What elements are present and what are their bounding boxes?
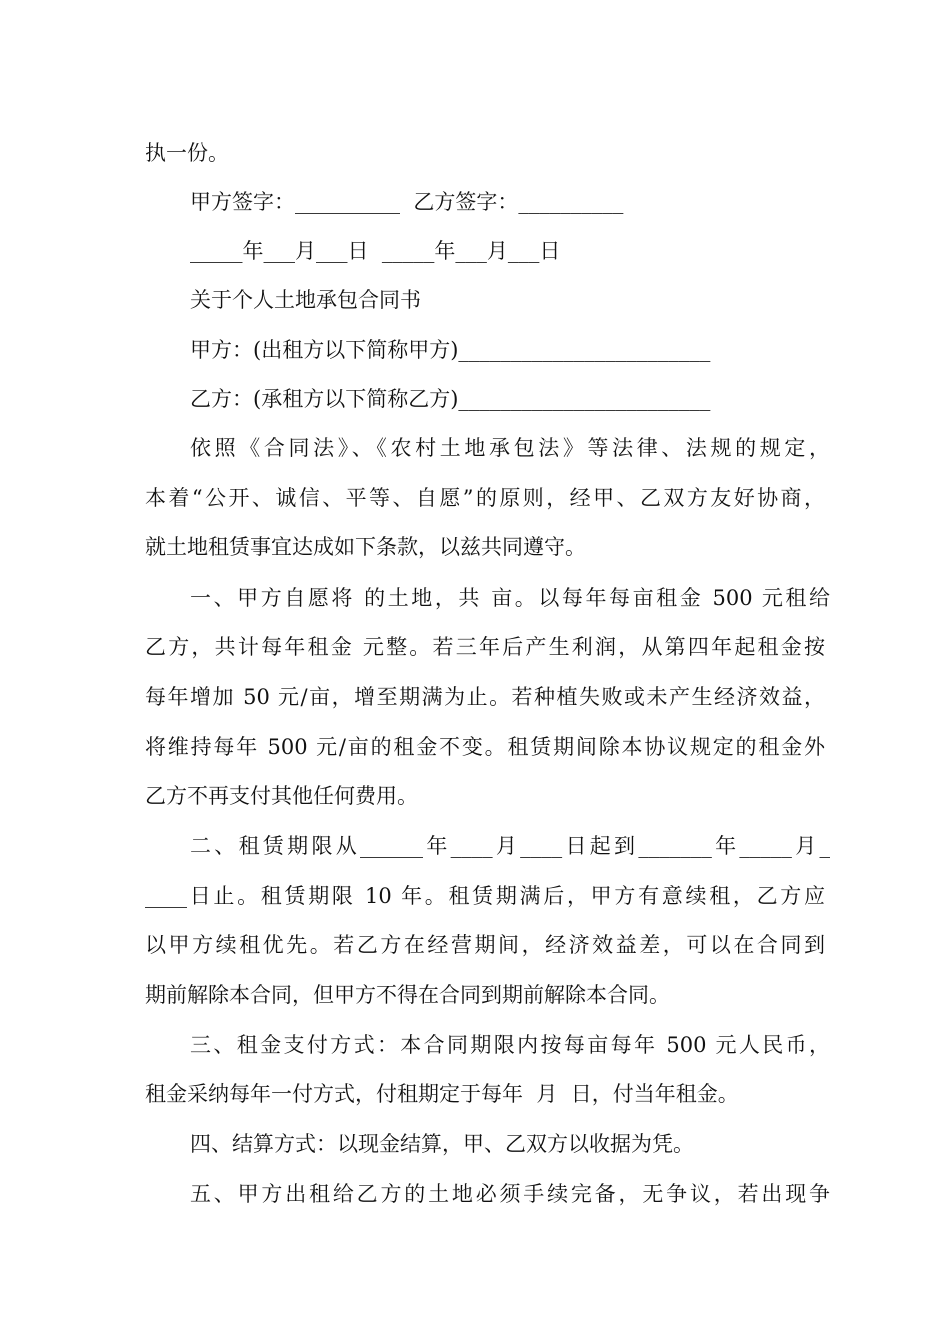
clause-1-line: 每年增加 50 元/亩，增至期满为止。若种植失败或未产生经济效益， (145, 685, 825, 709)
preamble-line: 依照《合同法》、《农村土地承包法》等法律、法规的规定， (190, 436, 830, 460)
clause-2-line: 二、租赁期限从______年____月____日起到_______年_____月_ (190, 834, 830, 858)
contract-title: 关于个人土地承包合同书 (190, 288, 421, 312)
clause-2-line: 期前解除本合同，但甲方不得在合同到期前解除本合同。 (145, 983, 670, 1007)
clause-1-line: 乙方不再支付其他任何费用。 (145, 784, 418, 808)
preamble-line: 就土地租赁事宜达成如下条款，以兹共同遵守。 (145, 535, 586, 559)
clause-1-line: 一、甲方自愿将 的土地，共 亩。以每年每亩租金 500 元租给 (190, 586, 830, 610)
clause-4-line: 四、结算方式：以现金结算，甲、乙双方以收据为凭。 (190, 1132, 694, 1156)
clause-1-line: 将维持每年 500 元/亩的租金不变。租赁期间除本协议规定的租金外 (145, 735, 825, 759)
date-line: _____年___月___日 _____年___月___日 (190, 239, 561, 263)
clause-3-line: 租金采纳每年一付方式，付租期定于每年 月 日，付当年租金。 (145, 1082, 739, 1106)
party-a-line: 甲方：(出租方以下简称甲方)________________________ (190, 338, 711, 362)
signature-line: 甲方签字：__________ 乙方签字：__________ (190, 190, 624, 214)
clause-2-line: ____日止。租赁期限 10 年。租赁期满后，甲方有意续租，乙方应 (145, 884, 825, 908)
party-b-line: 乙方：(承租方以下简称乙方)________________________ (190, 387, 711, 411)
clause-3-line: 三、租金支付方式：本合同期限内按每亩每年 500 元人民币， (190, 1033, 830, 1057)
clause-5-line: 五、甲方出租给乙方的土地必须手续完备，无争议，若出现争 (190, 1182, 830, 1206)
clause-1-line: 乙方，共计每年租金 元整。若三年后产生利润，从第四年起租金按 (145, 635, 825, 659)
clause-2-line: 以甲方续租优先。若乙方在经营期间，经济效益差，可以在合同到 (145, 933, 825, 957)
text-line-continuation: 执一份。 (145, 141, 229, 165)
preamble-line: 本着“公开、诚信、平等、自愿”的原则，经甲、乙双方友好协商， (145, 486, 825, 510)
